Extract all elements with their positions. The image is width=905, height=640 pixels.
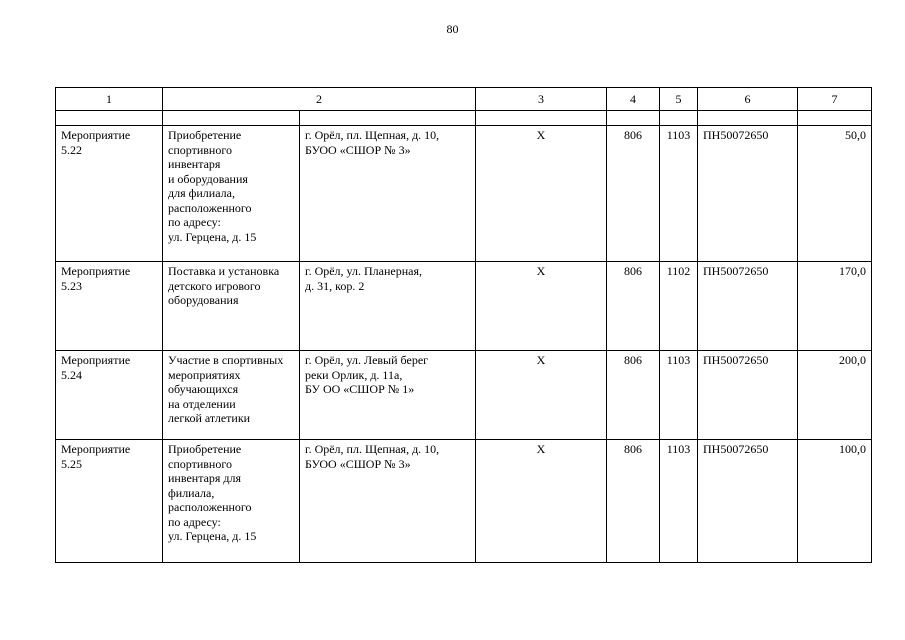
spacer-row xyxy=(56,111,872,126)
cell-col-4: 806 xyxy=(607,351,660,440)
activity-id: Мероприятие 5.23 xyxy=(56,262,163,351)
cell-col-5: 1103 xyxy=(660,351,698,440)
cell-col-3: Х xyxy=(476,351,607,440)
cell-col-4: 806 xyxy=(607,262,660,351)
activity-name: Приобретение спортивного инвентаря и оборудования для филиала, расположенного по адресу: ул. Герцена, д. 15 xyxy=(163,126,300,262)
cell-col-7: 200,0 xyxy=(798,351,872,440)
header-col-7: 7 xyxy=(798,88,872,111)
cell-col-6: ПН50072650 xyxy=(698,351,798,440)
activity-name: Поставка и установка детского игрового оборудования xyxy=(163,262,300,351)
cell-col-6: ПН50072650 xyxy=(698,262,798,351)
cell-col-7: 100,0 xyxy=(798,440,872,563)
activity-id: Мероприятие 5.25 xyxy=(56,440,163,563)
cell-col-6: ПН50072650 xyxy=(698,440,798,563)
table-row xyxy=(56,126,872,262)
cell-col-7: 170,0 xyxy=(798,262,872,351)
activity-name: Участие в спортивных мероприятиях обучающихся на отделении легкой атлетики xyxy=(163,351,300,440)
activity-name: Приобретение спортивного инвентаря для филиала, расположенного по адресу: ул. Герцена, д. 15 xyxy=(163,440,300,563)
activity-address: г. Орёл, ул. Левый берег реки Орлик, д. 11а, БУ ОО «СШОР № 1» xyxy=(300,351,476,440)
header-col-1: 1 xyxy=(56,88,163,111)
cell-col-3: Х xyxy=(476,440,607,563)
cell-col-3: Х xyxy=(476,262,607,351)
activity-address: г. Орёл, пл. Щепная, д. 10, БУОО «СШОР № 3» xyxy=(300,126,476,262)
table-row xyxy=(56,440,872,563)
cell-col-7: 50,0 xyxy=(798,126,872,262)
table-row xyxy=(56,351,872,440)
activity-address: г. Орёл, ул. Планерная, д. 31, кор. 2 xyxy=(300,262,476,351)
header-col-5: 5 xyxy=(660,88,698,111)
activity-address: г. Орёл, пл. Щепная, д. 10, БУОО «СШОР № 3» xyxy=(300,440,476,563)
header-col-6: 6 xyxy=(698,88,798,111)
page-number: 80 xyxy=(446,22,459,36)
activity-id: Мероприятие 5.22 xyxy=(56,126,163,262)
cell-col-4: 806 xyxy=(607,440,660,563)
cell-col-4: 806 xyxy=(607,126,660,262)
cell-col-5: 1102 xyxy=(660,262,698,351)
table-row xyxy=(56,262,872,351)
cell-col-5: 1103 xyxy=(660,126,698,262)
cell-col-3: Х xyxy=(476,126,607,262)
cell-col-5: 1103 xyxy=(660,440,698,563)
cell-col-6: ПН50072650 xyxy=(698,126,798,262)
budget-table xyxy=(55,87,872,563)
header-col-2: 2 xyxy=(163,88,476,111)
header-col-3: 3 xyxy=(476,88,607,111)
activity-id: Мероприятие 5.24 xyxy=(56,351,163,440)
header-row xyxy=(56,88,872,111)
header-col-4: 4 xyxy=(607,88,660,111)
